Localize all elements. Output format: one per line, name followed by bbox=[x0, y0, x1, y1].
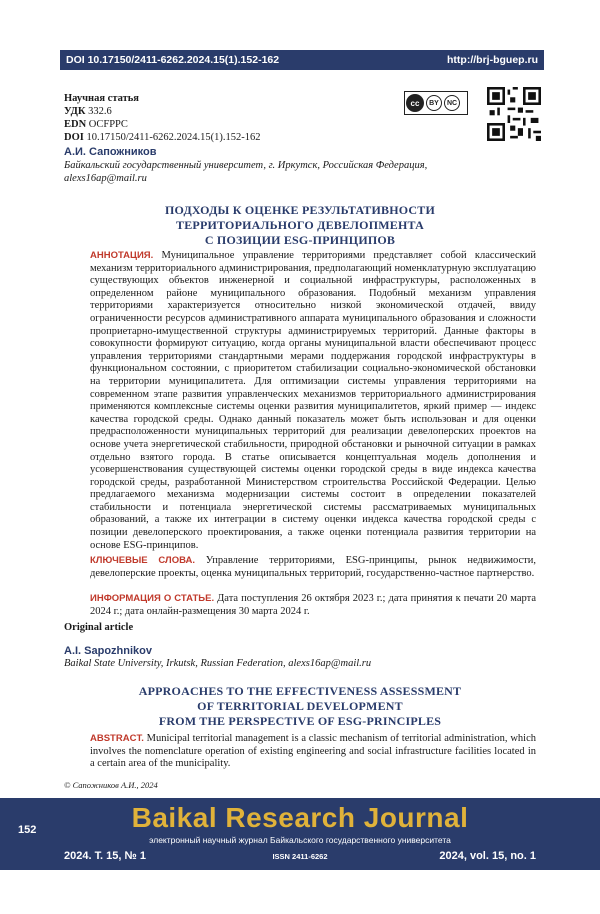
by-icon: BY bbox=[426, 95, 442, 111]
title-ru: ПОДХОДЫ К ОЦЕНКЕ РЕЗУЛЬТАТИВНОСТИ ТЕРРИТОРИАЛЬНОГО ДЕВЕЛОПМЕНТА С ПОЗИЦИИ ESG-ПРИНЦИПОВ bbox=[164, 203, 436, 247]
doi-header-bar bbox=[60, 50, 544, 70]
keywords-ru: КЛЮЧЕВЫЕ СЛОВА. Управление территориями, ESG-принципы, рынок недвижимости, девелоперские проекты, оценка муниципальных территорий, государственно-частное партнерство. bbox=[90, 555, 537, 579]
doi: DOI 10.17150/2411-6262.2024.15(1).152-162 bbox=[64, 132, 261, 143]
cc-icon: cc bbox=[406, 94, 424, 112]
edn: EDN OCFPPC bbox=[64, 119, 128, 130]
journal-subtitle: электронный научный журнал Байкальского государственного университета bbox=[149, 835, 451, 845]
abstract-en: ABSTRACT. Municipal territorial management is a classic mechanism of territorial administration, which involves the nomenclature operation of existing engineering and social infrastructure facilities located in a certain area of the municipality. bbox=[90, 733, 536, 770]
journal-title: Baikal Research Journal bbox=[131, 802, 469, 833]
header-doi: DOI 10.17150/2411-6262.2024.15(1).152-162 bbox=[66, 54, 280, 66]
abstract-text-ru: Муниципальное управление территориями представляет собой классический механизм территориального администрирования, предполагающий номенклатурную эксплуатацию существующих объектов инженерной и социальной инфраструктуры, расположенных в определенном районе муниципального образования. Подобный механизм управления территориями характеризуется относительно низкой экономической отдачей, ввиду ограниченности ресурсов административного аппарата муниципального образования и сложности проприетарно-имущественной структуры администрируемых территорий. Данные факторы в совокупности формируют ситуацию, когда органы муниципальной власти обеспечивают процесс управления территориями стандартными мерами поддержания городской инфраструктуры в функциональном состоянии, с приоритетом стабилизации социально-экономической обстановки на территории муниципалитета. Для оптимизации системы управления территориями на современном этапе развития управленческих механизмов территориального администрирования применяются комплексные системы оценки развития муниципалитетов, яркий пример — индекс качества городской среды. Однако данный показатель может быть использован и для оценки предрасположенности муниципальных территорий для реализации девелоперских проектов на основе учета энергетической стабильности, природной обстановки и рыночной ситуации в рамках отдельно взятого города. В статье описывается концептуальная модель дополнения и усовершенствования существующей системы оценки городской среды в виде индекса качества городской среды, разработанной Министерством строительства Российской Федерации. Целью предлагаемого механизма модернизации системы состоит в определении показателей стабильности и потенциала энергетической системы рассматриваемых муниципальных образований, а также их интеграции в систему оценки индекса качества городской среды с позиции девелоперского проектирования, а также оценки потенциала развития территории на основе ESG-принципов. bbox=[90, 250, 537, 551]
journal-footer bbox=[0, 798, 600, 870]
nc-icon: NC bbox=[444, 95, 460, 111]
abstract-label-ru: АННОТАЦИЯ. bbox=[90, 250, 154, 261]
article-type: Научная статья bbox=[64, 93, 139, 104]
volume-en: 2024, vol. 15, no. 1 bbox=[439, 850, 536, 862]
email-ru[interactable]: alexs16ap@mail.ru bbox=[64, 173, 147, 184]
abstract-ru bbox=[90, 250, 536, 552]
cc-license-badge[interactable] bbox=[404, 91, 468, 115]
volume-ru: 2024. Т. 15, № 1 bbox=[64, 850, 146, 862]
header-url[interactable]: http://brj-bguep.ru bbox=[447, 54, 538, 66]
article-info-ru: ИНФОРМАЦИЯ О СТАТЬЕ. Дата поступления 26 октября 2023 г.; дата принятия к печати 20 марта 2024 г.; дата онлайн-размещения 30 марта 2024 г. bbox=[90, 593, 536, 617]
author-en: A.I. Sapozhnikov bbox=[64, 645, 153, 657]
author-ru: А.И. Сапожников bbox=[64, 146, 157, 158]
udk: УДК 332.6 bbox=[64, 106, 112, 117]
title-en: APPROACHES TO THE EFFECTIVENESS ASSESSMENT OF TERRITORIAL DEVELOPMENT FROM THE PERSPECTIVE OF ESG-PRINCIPLES bbox=[138, 684, 462, 728]
affiliation-en: Baikal State University, Irkutsk, Russian Federation, alexs16ap@mail.ru bbox=[64, 658, 372, 669]
article-type-en: Original article bbox=[64, 622, 134, 633]
page-number: 152 bbox=[18, 824, 37, 836]
affiliation-ru: Байкальский государственный университет, г. Иркутск, Российская Федерация, alexs16ap@mail.ru bbox=[64, 159, 534, 185]
qr-code-icon bbox=[487, 87, 541, 141]
issn: ISSN 2411-6262 bbox=[272, 852, 328, 861]
copyright: © Сапожников А.И., 2024 bbox=[64, 780, 158, 790]
article-meta bbox=[64, 92, 260, 144]
